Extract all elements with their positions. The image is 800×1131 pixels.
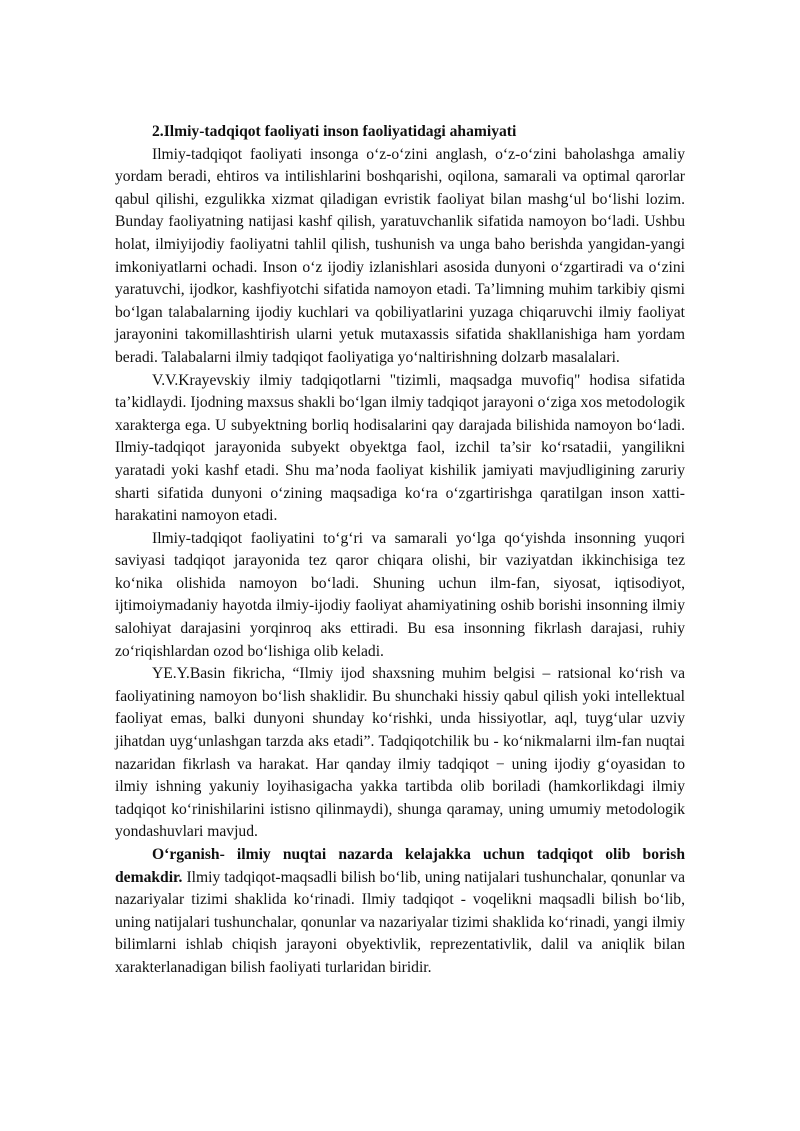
paragraph-5-text: Ilmiy tadqiqot-maqsadli bilish bo‘lib, uning natijalari tushunchalar, qonunlar va nazariyalar tizimi shaklida ko‘rinadi. Ilmiy tadqiqot - voqelikni maqsadli bilish bo‘lib, uning natijalari tushunchalar, qonunlar va nazariyalar tizimi shaklida ko‘rinadi, yangi ilmiy bilimlarni ishlab chiqish jarayoni obyektivlik, reprezentativlik, dalil va aniqlik bilan xarakterlanadigan bilish faoliyati turlaridan biridir. <box>115 868 685 976</box>
paragraph-3 <box>115 528 685 664</box>
paragraph-5 <box>115 844 685 980</box>
paragraph-1 <box>115 144 685 370</box>
paragraph-4 <box>115 663 685 844</box>
paragraph-1-text: Ilmiy-tadqiqot faoliyati insonga o‘z-o‘zini anglash, o‘z-o‘zini baholashga amaliy yordam beradi, ehtiros va intilishlarini boshqarishi, oqilona, samarali va optimal qarorlar qabul qilishi, ezgulikka xizmat qiladigan evristik faoliyat bilan mashg‘ul bo‘lishi lozim. Bunday faoliyatning natijasi kashf qilish, yaratuvchanlik sifatida namoyon bo‘ladi. Ushbu holat, ilmiyijodiy faoliyatni tahlil qilish, tushunish va unga baho berishda yangidan-yangi imkoniyatlarni ochadi. Inson o‘z ijodiy izlanishlari asosida dunyoni o‘zgartiradi va o‘zini yaratuvchi, ijodkor, kashfiyotchi sifatida namoyon etadi. Ta’limning muhim tarkibiy qismi bo‘lgan talabalarning ijodiy kuchlari va qobiliyatlarini yuzaga chiqaruvchi ilmiy faoliyat jarayonini takomillashtirish ularni yetuk mutaxassis sifatida shakllanishiga ham yordam beradi. Talabalarni ilmiy tadqiqot faoliyatiga yo‘naltirishning dolzarb masalalari. <box>115 145 685 366</box>
paragraph-3-text: Ilmiy-tadqiqot faoliyatini to‘g‘ri va samarali yo‘lga qo‘yishda insonning yuqori saviyasi tadqiqot jarayonida tez qaror chiqara olishi, bir vaziyatdan ikkinchisiga tez ko‘nika olishida namoyon bo‘ladi. Shuning uchun ilm-fan, siyosat, iqtisodiyot, ijtimoiymadaniy hayotda ilmiy-ijodiy faoliyat ahamiyatining oshib borishi insonning ilmiy salohiyat darajasini yorqinroq aks ettiradi. Bu esa insonning fikrlash darajasi, ruhiy zo‘riqishlardan ozod bo‘lishiga olib keladi. <box>115 529 685 660</box>
section-heading: 2.Ilmiy-tadqiqot faoliyati inson faoliyatidagi ahamiyati <box>152 123 517 140</box>
paragraph-4-text: YE.Y.Basin fikricha, “Ilmiy ijod shaxsning muhim belgisi – ratsional ko‘rish va faoliyatining namoyon bo‘lish shaklidir. Bu shunchaki hissiy qabul qilish yoki intellektual faoliyat emas, balki dunyoni shunday ko‘rishki, unda hissiyotlar, aql, tuyg‘ular uzviy jihatdan uyg‘unlashgan tarzda aks etadi”. Tadqiqotchilik bu - ko‘nikmalarni ilm-fan nuqtai nazaridan fikrlash va harakat. Har qanday ilmiy tadqiqot − uning ijodiy g‘oyasidan to ilmiy ishning yakuniy loyihasigacha yakka tartibda olib boriladi (hamkorlikdagi ilmiy tadqiqot ko‘rinishilarini istisno qilinmaydi), shunga qaramay, uning umumiy metodologik yondashuvlari mavjud. <box>115 665 685 841</box>
paragraph-5-bold: O‘rganish- ilmiy nuqtai nazarda kelajakka uchun tadqiqot olib borish demakdir. <box>115 846 685 886</box>
document-page <box>115 121 685 980</box>
paragraph-2-text: V.V.Krayevskiy ilmiy tadqiqotlarni "tizimli, maqsadga muvofiq" hodisa sifatida ta’kidlaydi. Ijodning maxsus shakli bo‘lgan ilmiy tadqiqot jarayoni o‘ziga xos metodologik xarakterga ega. U subyektning borliq hodisalarini qay darajada bilishida namoyon bo‘ladi. Ilmiy-tadqiqot jarayonida subyekt obyektga faol, izchil ta’sir ko‘rsatadii, yangilikni yaratadi yoki kashf etadi. Shu ma’noda faoliyat kishilik jamiyati mavjudligining zaruriy sharti sifatida dunyoni o‘zining maqsadiga ko‘ra o‘zgartirishga qaratilgan inson xatti-harakatini namoyon etadi. <box>115 371 685 525</box>
paragraph-2 <box>115 370 685 528</box>
